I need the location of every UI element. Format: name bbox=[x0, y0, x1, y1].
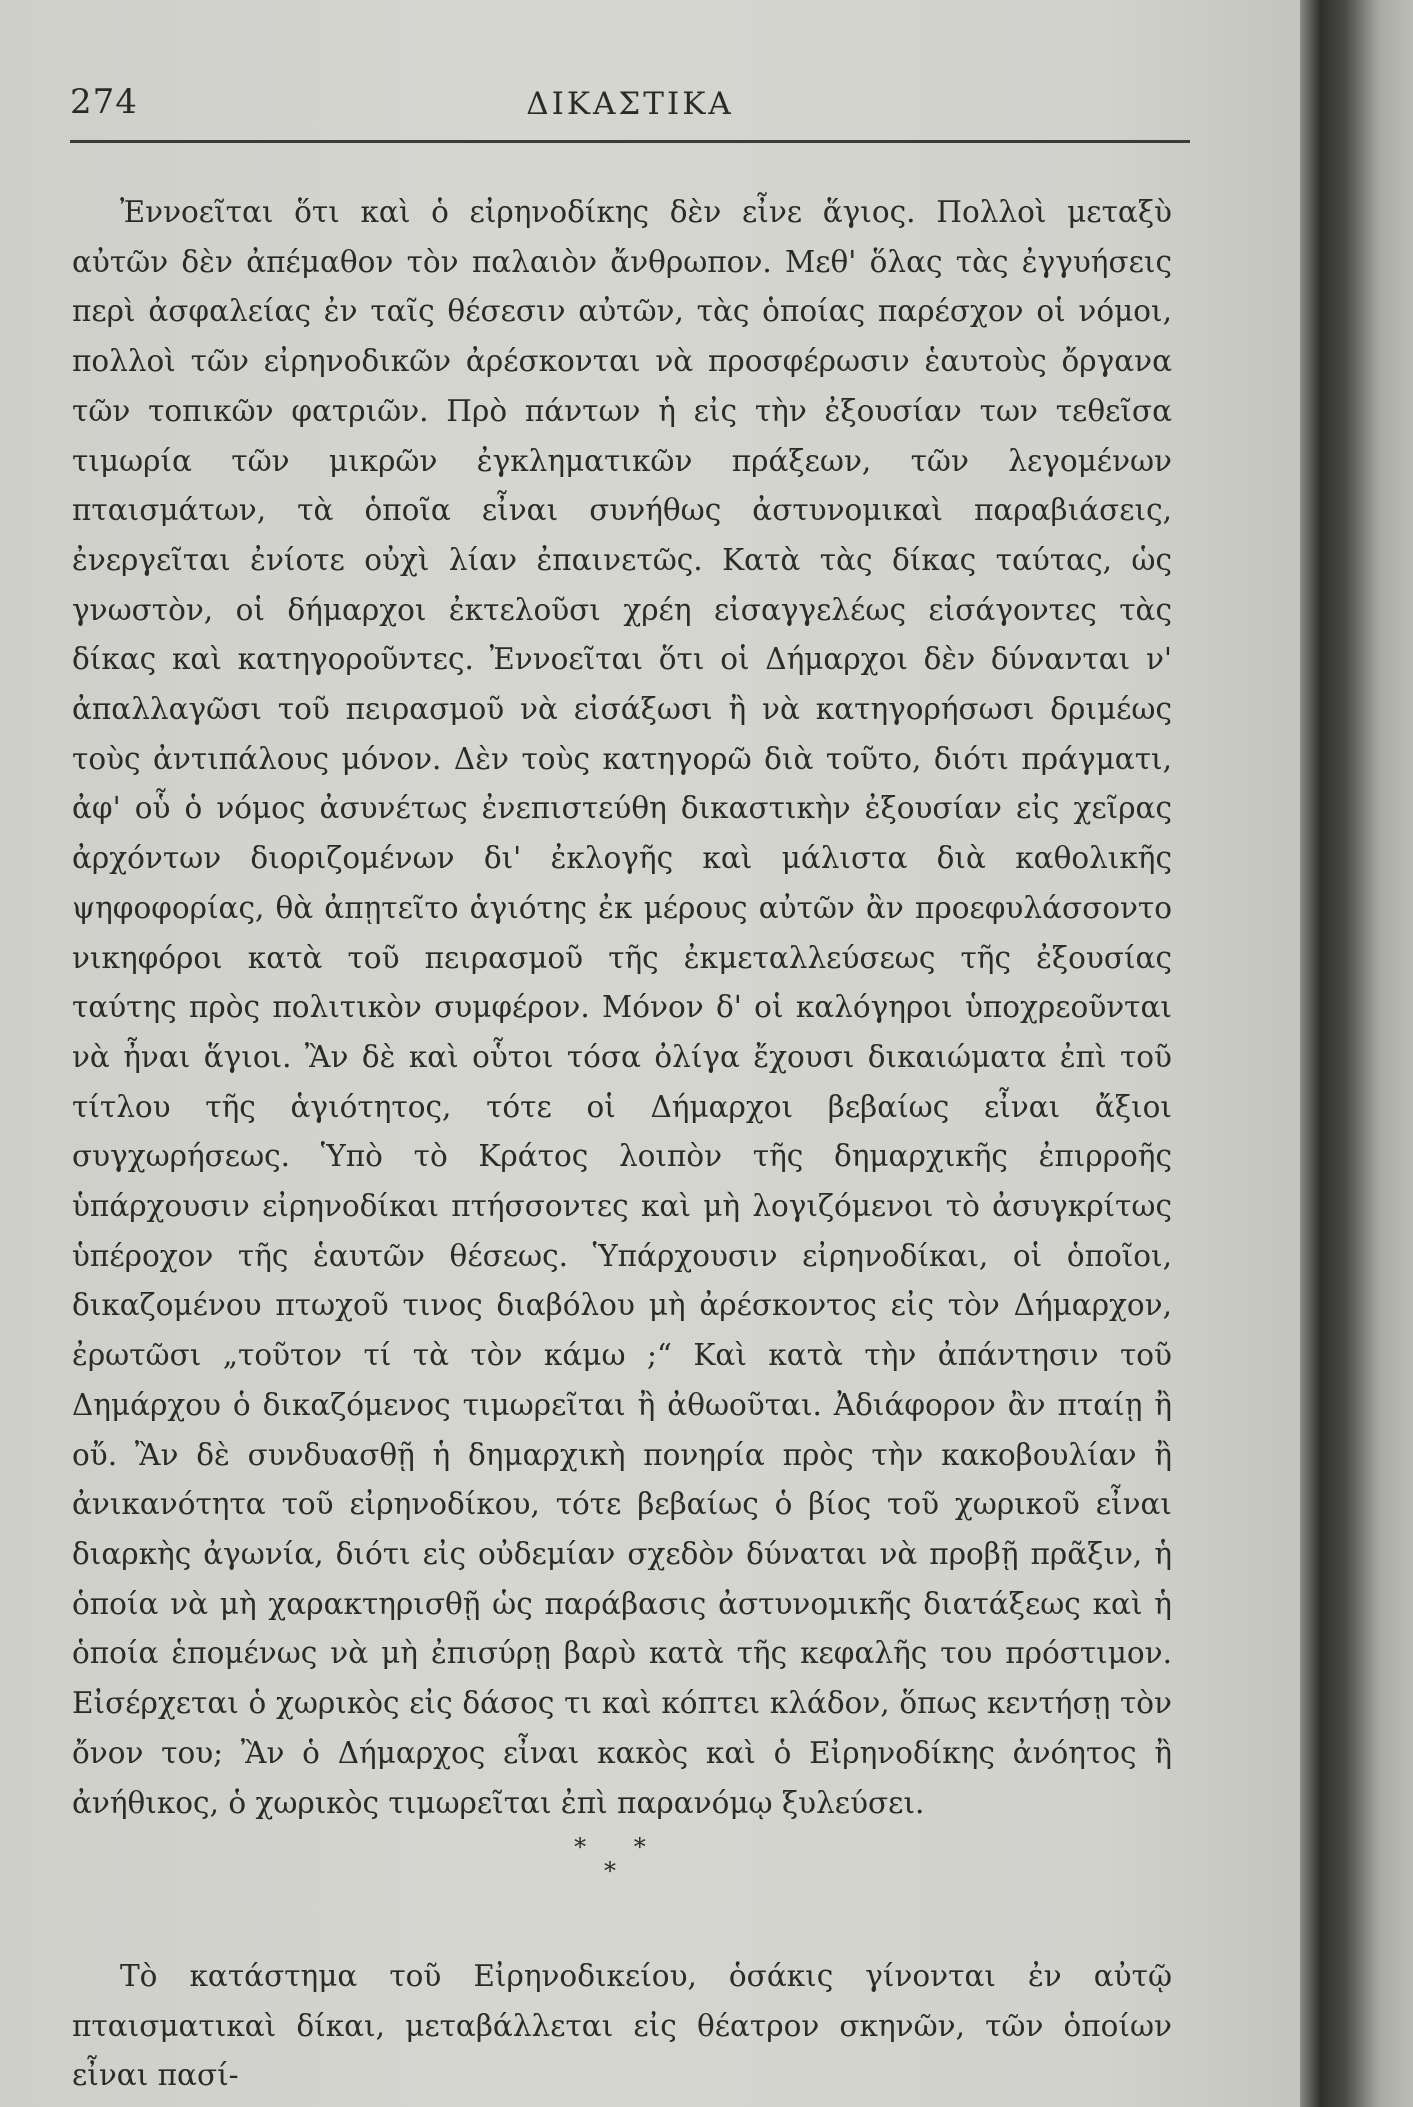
closing-text bbox=[72, 1952, 1172, 2101]
paragraph: Ἐννοεῖται ὅτι καὶ ὁ εἰρηνοδίκης δὲν εἶνε ἅγιος. Πολλοὶ μεταξὺ αὐτῶν δὲν ἀπέμαθον τὸν παλαιὸν ἄνθρωπον. Μεθ' ὅλας τὰς ἐγγυήσεις περὶ ἀσφαλείας ἐν ταῖς θέσεσιν αὐτῶν, τὰς ὁποίας παρέσχον οἱ νόμοι, πολλοὶ τῶν εἰρηνοδικῶν ἀρέσκονται νὰ προσφέρωσιν ἑαυτοὺς ὄργανα τῶν τοπικῶν φατριῶν. Πρὸ πάντων ἡ εἰς τὴν ἐξουσίαν των τεθεῖσα τιμωρία τῶν μικρῶν ἐγκληματικῶν πράξεων, τῶν λεγομένων πταισμάτων, τὰ ὁποῖα εἶναι συνήθως ἀστυνομικαὶ παραβιάσεις, ἐνεργεῖται ἐνίοτε οὐχὶ λίαν ἐπαινετῶς. Κατὰ τὰς δίκας ταύτας, ὡς γνωστὸν, οἱ δήμαρχοι ἐκτελοῦσι χρέη εἰσαγγελέως εἰσάγοντες τὰς δίκας καὶ κατηγοροῦντες. Ἐννοεῖται ὅτι οἱ Δήμαρχοι δὲν δύνανται ν' ἀπαλλαγῶσι τοῦ πειρασμοῦ νὰ εἰσάξωσι ἢ νὰ κατηγορήσωσι δριμέως τοὺς ἀντιπάλους μόνον. Δὲν τοὺς κατηγορῶ διὰ τοῦτο, διότι πράγματι, ἀφ' οὗ ὁ νόμος ἀσυνέτως ἐνεπιστεύθη δικαστικὴν ἐξουσίαν εἰς χεῖρας ἀρχόντων διοριζομένων δι' ἐκλογῆς καὶ μάλιστα διὰ καθολικῆς ψηφοφορίας, θὰ ἀπῃτεῖτο ἁγιότης ἐκ μέρους αὐτῶν ἂν προεφυλάσσοντο νικηφόροι κατὰ τοῦ πειρασμοῦ τῆς ἐκμεταλλεύσεως τῆς ἐξουσίας ταύτης πρὸς πολιτικὸν συμφέρον. Μόνον δ' οἱ καλόγηροι ὑποχρεοῦνται νὰ ἦναι ἅγιοι. Ἂν δὲ καὶ οὗτοι τόσα ὀλίγα ἔχουσι δικαιώματα ἐπὶ τοῦ τίτλου τῆς ἁγιότητος, τότε οἱ Δήμαρχοι βεβαίως εἶναι ἄξιοι συγχωρήσεως. Ὑπὸ τὸ Κράτος λοιπὸν τῆς δημαρχικῆς ἐπιρροῆς ὑπάρχουσιν εἰρηνοδίκαι πτήσσοντες καὶ μὴ λογιζόμενοι τὸ ἀσυγκρίτως ὑπέροχον τῆς ἑαυτῶν θέσεως. Ὑπάρχουσιν εἰρηνοδίκαι, οἱ ὁποῖοι, δικαζομένου πτωχοῦ τινος διαβόλου μὴ ἀρέσκοντος εἰς τὸν Δήμαρχον, ἐρωτῶσι „τοῦτον τί τὰ τὸν κάμω ;“ Καὶ κατὰ τὴν ἀπάντησιν τοῦ Δημάρχου ὁ δικαζόμενος τιμωρεῖται ἢ ἀθωοῦται. Ἀδιάφορον ἂν πταίῃ ἢ οὔ. Ἂν δὲ συνδυασθῇ ἡ δημαρχικὴ πονηρία πρὸς τὴν κακοβουλίαν ἢ ἀνικανότητα τοῦ εἰρηνοδίκου, τότε βεβαίως ὁ βίος τοῦ χωρικοῦ εἶναι διαρκὴς ἀγωνία, διότι εἰς οὐδεμίαν σχεδὸν δύναται νὰ προβῇ πρᾶξιν, ἡ ὁποία νὰ μὴ χαρακτηρισθῇ ὡς παράβασις ἀστυνομικῆς διατάξεως καὶ ἡ ὁποία ἑπομένως νὰ μὴ ἐπισύρῃ βαρὺ κατὰ τῆς κεφαλῆς του πρόστιμον. Εἰσέρχεται ὁ χωρικὸς εἰς δάσος τι καὶ κόπτει κλάδον, ὅπως κεντήσῃ τὸν ὄνον του; Ἂν ὁ Δήμαρχος εἶναι κακὸς καὶ ὁ Εἰρηνοδίκης ἀνόητος ἢ ἀνήθικος, ὁ χωρικὸς τιμωρεῖται ἐπὶ παρανόμῳ ξυλεύσει. bbox=[72, 195, 1172, 1820]
paragraph: Τὸ κατάστημα τοῦ Εἰρηνοδικείου, ὁσάκις γίνονται ἐν αὐτῷ πταισματικαὶ δίκαι, μεταβάλλεται εἰς θέατρον σκηνῶν, τῶν ὁποίων εἶναι πασί- bbox=[72, 1959, 1172, 2093]
book-gutter bbox=[1300, 0, 1413, 2107]
page-number: 274 bbox=[70, 82, 138, 122]
header-rule bbox=[70, 140, 1190, 143]
section-separator: * * * bbox=[574, 1833, 666, 1885]
main-text bbox=[72, 188, 1172, 1828]
running-title: ΔΙΚΑΣΤΙΚΑ bbox=[526, 86, 734, 122]
page-header bbox=[70, 82, 1190, 132]
